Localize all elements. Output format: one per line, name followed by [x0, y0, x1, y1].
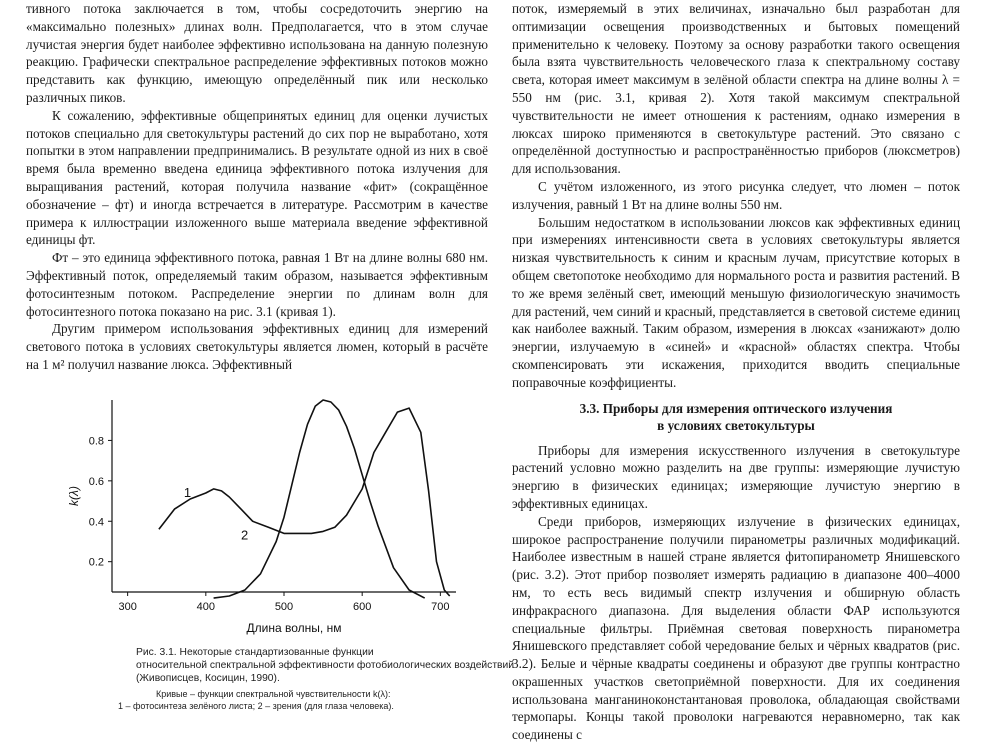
figure-3-1	[26, 392, 515, 723]
right-column	[512, 0, 960, 744]
chart-axes	[112, 400, 456, 592]
paragraph: С учётом изложенного, из этого рисунка следует, что люмен – поток излучения, равный 1 Вт на длине волны 550 нм.	[512, 178, 960, 212]
x-tick-label: 400	[196, 601, 215, 613]
paragraph: Большим недостатком в использовании люксов как эффективных единиц при измерениях интенсивности света в условиях светокультуры является низкая чувствительность к синим и красным лучам, присутствие которых в общем светопотоке необходимо для нормального роста и развития растений. В то же время зелёный свет, имеющий меньшую физиологическую значимость для растений, чем синий и красный, представляется в световой системе единиц как наиболее важный. Таким образом, измерения в люксах «занижают» долю энергии, излучаемую в «синей» и «красной» областях спектра. Чтобы скомпенсировать эти искажения, приходится вводить специальные поправочные коэффициенты.	[512, 214, 960, 390]
caption-line: Рис. 3.1. Некоторые стандартизованные функции	[136, 647, 374, 658]
x-tick-label: 600	[353, 601, 372, 613]
note-line: 1 – фотосинтеза зелёного листа; 2 – зрения (для глаза человека).	[118, 701, 394, 711]
section-heading-line: в условиях светокультуры	[657, 417, 815, 433]
section-heading	[512, 400, 960, 434]
paragraph: поток, измеряемый в этих величинах, изначально был разработан для оптимизации освещения производственных и бытовых помещений применительно к человеку. Поэтому за основу разработки такого освещения была взята чувствительность человеческого глаза к спектральному составу света, которая имеет максимум в зелёной области спектра на длине волны λ = 550 нм (рис. 3.1, кривая 2). Хотя такой максимум спектральной чувствительности не имеет отношения к растениям, однако измерения в люксах широко применяются в светокультуре растений. Это связано с определённой доступностью и распространённостью приборов (люксметров) для использования.	[512, 1, 960, 177]
figure-note	[118, 688, 498, 712]
spectral-chart	[26, 392, 488, 642]
x-tick-label: 500	[274, 601, 294, 613]
left-column	[26, 0, 488, 374]
paragraph: Среди приборов, измеряющих излучение в физических единицах, широкое распространение получили пиранометры различных модификаций. Наиболее известным в нашей стране является фитопиранометр Янишевского (рис. 3.2). Этот прибор позволяет измерять радиацию в диапазоне 400–4000 нм, то есть весь видимый спектр излучения и обширную область инфракрасного диапазона. Для выделения области ФАР используются специальные фильтры. Приёмная световая поверхность пиранометра Янишевского представляет собой чередование белых и чёрных квадратов (рис. 3.2). Белые и чёрные квадраты соединены и образуют две группы контрастно окрашенных участков светоприёмной поверхности. Для их соединения использована манганиноконстантановая проволока, обладающая свойствами термопары. Концы такой проволоки нагреваются неравномерно, так как соединены с	[512, 513, 960, 743]
chart-ticks	[89, 435, 450, 613]
y-tick-label: 0.8	[88, 435, 104, 448]
figure-caption	[136, 646, 516, 685]
chart-curves	[159, 400, 450, 598]
series-label-1: 1	[183, 485, 192, 501]
x-axis-title: Длина волны, нм	[246, 621, 342, 635]
x-tick-label: 700	[431, 601, 450, 613]
y-tick-label: 0.2	[88, 556, 104, 569]
series-line-2	[214, 400, 425, 598]
paragraph: тивного потока заключается в том, чтобы сосредоточить энергию на «максимально полезных» длинах волн. Предполагается, что в этом случае лучистая энергия будет наиболее эффективно использована на данную полезную реакцию. Графически спектральное распределение эффективных потоков можно представить как функцию, имеющую определённый пик или несколько различных пиков.	[26, 1, 488, 105]
paragraph: Фт – это единица эффективного потока, равная 1 Вт на длине волны 680 нм. Эффективный поток, определяемый таким образом, называется эффективным фотосинтезным потоком. Распределение энергии по длинам волн для фотосинтезного потока показано на рис. 3.1 (кривая 1).	[26, 250, 488, 319]
series-label-2: 2	[241, 527, 249, 543]
paragraph: Другим примером использования эффективных единиц для измерений светового потока в условиях светокультуры является люмен, который в расчёте на 1 м² получил название люкса. Эффективный	[26, 321, 488, 372]
y-axis-title: k(λ)	[67, 486, 81, 506]
y-tick-label: 0.4	[88, 516, 104, 529]
paragraph: Приборы для измерения искусственного излучения в светокультуре растений условно можно разделить на две группы: измеряющие лучистую энергию в физических единицах; измеряющие лучистую энергию в эффективных единицах.	[512, 442, 960, 511]
paragraph: К сожалению, эффективные общепринятых единиц для оценки лучистых потоков специально для светокультуры растений до сих пор не выработано, хотя попытки в этом направлении предпринимались. В результате одной из них в своё время была временно введена единица эффективного потока излучения для выращивания растений, которая получила название «фит» (сокращённое обозначение – фт) и иногда встречается в литературе. Рассмотрим в качестве примера к иллюстрации изложенного выше материала введение эффективной единицы фт.	[26, 107, 488, 248]
x-tick-label: 300	[118, 601, 137, 613]
caption-line: (Живописцев, Косицин, 1990).	[136, 673, 280, 684]
section-heading-line: 3.3. Приборы для измерения оптического излучения	[579, 400, 893, 416]
caption-line: относительной спектральной эффективности фотобиологических воздействий	[136, 660, 515, 671]
note-line: Кривые – функции спектральной чувствительности k(λ):	[156, 689, 391, 699]
y-tick-label: 0.6	[88, 475, 104, 488]
